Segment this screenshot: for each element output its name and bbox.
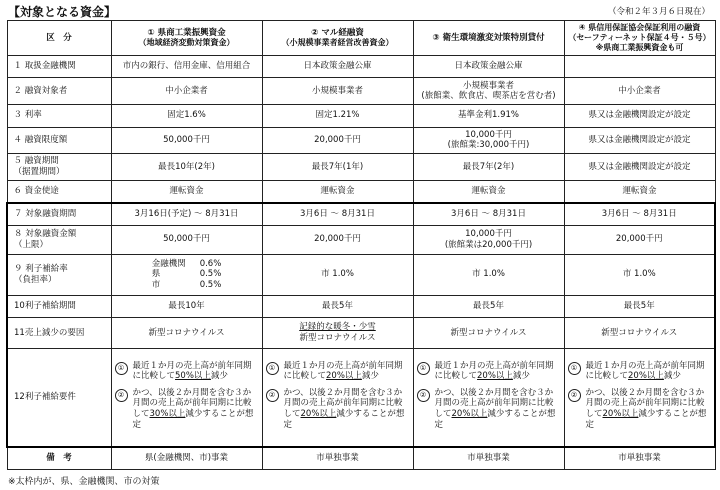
requirement-cell: ① 最近１か月の売上高が前年同期に比較して50%以上減少 ② かつ、以後２か月間を含む３か月間の売上高が前年同期に比較して30%以上減少することが想定 <box>111 348 262 446</box>
cell: 最長7年(1年) <box>262 154 413 181</box>
requirement-cell: ① 最近１か月の売上高が前年同期に比較して20%以上減少 ② かつ、以後２か月間を含む３か月間の売上高が前年同期に比較して20%以上減少することが想定 <box>262 348 413 446</box>
cell: 最長5年 <box>564 295 715 318</box>
funding-table <box>6 20 716 470</box>
header-col1: ① 県商工業振興資金 （地域経済変動対策資金） <box>111 21 262 56</box>
header-col3: ③ 衛生環境激変対策特別貸付 <box>413 21 564 56</box>
row-label: ５ 融資期間 （据置期間） <box>7 154 111 181</box>
cell: 県(金融機関、市)事業 <box>111 447 262 470</box>
table-row <box>7 154 715 181</box>
table-row <box>7 127 715 154</box>
cell: 県又は金融機関設定が設定 <box>564 127 715 154</box>
row-label: ６ 資金使途 <box>7 180 111 203</box>
cell: 最長10年(2年) <box>111 154 262 181</box>
cell: 記録的な暖冬・少雪 新型コロナウイルス <box>262 318 413 349</box>
requirement-cell: ① 最近１か月の売上高が前年同期に比較して20%以上減少 ② かつ、以後２か月間を含む３か月間の売上高が前年同期に比較して20%以上減少することが想定 <box>413 348 564 446</box>
header-row <box>7 21 715 56</box>
row-label: １ 取扱金融機関 <box>7 55 111 78</box>
cell: 中小企業者 <box>564 78 715 105</box>
cell: 20,000千円 <box>262 127 413 154</box>
header-col2: ② マル経融資 （小規模事業者経営改善資金） <box>262 21 413 56</box>
cell: 最長7年(2年) <box>413 154 564 181</box>
cell: 運転資金 <box>413 180 564 203</box>
cell: 日本政策金融公庫 <box>413 55 564 78</box>
cell: 小規模事業者 <box>262 78 413 105</box>
cell: 基準金利1.91% <box>413 105 564 128</box>
cell: 新型コロナウイルス <box>413 318 564 349</box>
cell: 20,000千円 <box>262 225 413 254</box>
table-row <box>7 105 715 128</box>
row-label: 備 考 <box>7 447 111 470</box>
cell: 市 1.0% <box>413 254 564 295</box>
row-label: 12利子補給要件 <box>7 348 111 446</box>
document-date: （令和２年３月６日現在） <box>607 7 710 17</box>
table-row <box>7 78 715 105</box>
cell: 固定1.21% <box>262 105 413 128</box>
cell: 市単独事業 <box>413 447 564 470</box>
cell: 中小企業者 <box>111 78 262 105</box>
row-label: ４ 融資限度額 <box>7 127 111 154</box>
table-row <box>7 447 715 470</box>
cell: 市単独事業 <box>564 447 715 470</box>
cell: 10,000千円 (旅館業は20,000千円) <box>413 225 564 254</box>
row-label: ９ 利子補給率 （負担率） <box>7 254 111 295</box>
row-label: ７ 対象融資期間 <box>7 203 111 226</box>
cell: 50,000千円 <box>111 225 262 254</box>
cell: 新型コロナウイルス <box>111 318 262 349</box>
cell: 市 1.0% <box>262 254 413 295</box>
footnote: ※太枠内が、県、金融機関、市の対策 <box>8 477 160 487</box>
cell: 最長5年 <box>413 295 564 318</box>
row-label: 10利子補給期間 <box>7 295 111 318</box>
cell: 50,000千円 <box>111 127 262 154</box>
cell: 新型コロナウイルス <box>564 318 715 349</box>
header-col4: ④ 県信用保証協会保証利用の融資 （セーフティーネット保証４号・５号） ※県商工業振興資金も可 <box>564 21 715 56</box>
cell: 市単独事業 <box>262 447 413 470</box>
table-row <box>7 55 715 78</box>
cell: 市 1.0% <box>564 254 715 295</box>
row-label: ８ 対象融資金額 （上限） <box>7 225 111 254</box>
cell: 県又は金融機関設定が設定 <box>564 105 715 128</box>
rate-list: 金融機関 0.6% 県 0.5% 市 0.5% <box>151 258 222 290</box>
table-row <box>7 348 715 446</box>
document-title: 【対象となる資金】 <box>8 5 117 19</box>
cell: 運転資金 <box>262 180 413 203</box>
cell: 3月6日 ～ 8月31日 <box>262 203 413 226</box>
cell: 運転資金 <box>564 180 715 203</box>
table-row <box>7 295 715 318</box>
cell: 市内の銀行、信用金庫、信用組合 <box>111 55 262 78</box>
cell <box>564 55 715 78</box>
cell: 3月6日 ～ 8月31日 <box>564 203 715 226</box>
cell: 10,000千円 (旅館業:30,000千円) <box>413 127 564 154</box>
row-label: ３ 利率 <box>7 105 111 128</box>
cell: 最長5年 <box>262 295 413 318</box>
cell: 3月16日(予定) ～ 8月31日 <box>111 203 262 226</box>
table-row <box>7 180 715 203</box>
header-label: 区 分 <box>7 21 111 56</box>
row-label: 11売上減少の要因 <box>7 318 111 349</box>
cell: 20,000千円 <box>564 225 715 254</box>
table-row <box>7 225 715 254</box>
table-row <box>7 254 715 295</box>
cell: 小規模事業者 (旅館業、飲食店、喫茶店を営む者) <box>413 78 564 105</box>
table-row <box>7 203 715 226</box>
requirement-cell: ① 最近１か月の売上高が前年同期に比較して20%以上減少 ② かつ、以後２か月間を含む３か月間の売上高が前年同期に比較して20%以上減少することが想定 <box>564 348 715 446</box>
cell: 運転資金 <box>111 180 262 203</box>
cell: 固定1.6% <box>111 105 262 128</box>
cell: 3月6日 ～ 8月31日 <box>413 203 564 226</box>
cell: 日本政策金融公庫 <box>262 55 413 78</box>
cell: 県又は金融機関設定が設定 <box>564 154 715 181</box>
cell <box>111 254 262 295</box>
row-label: ２ 融資対象者 <box>7 78 111 105</box>
table-row <box>7 318 715 349</box>
cell: 最長10年 <box>111 295 262 318</box>
